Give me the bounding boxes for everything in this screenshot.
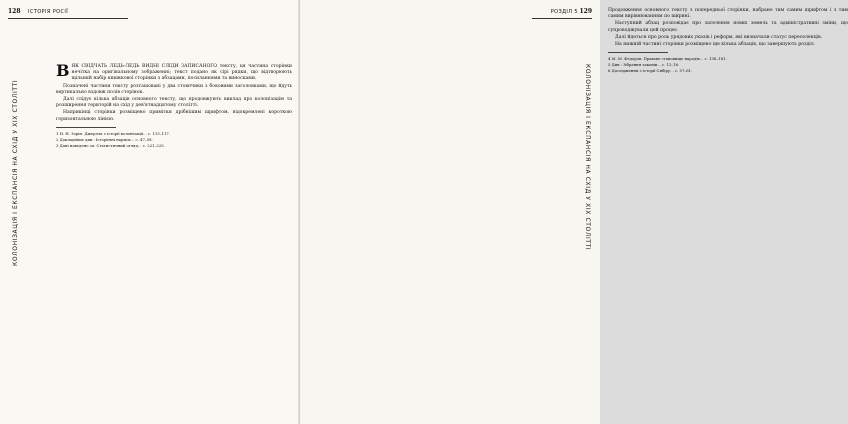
right-footnote-1: 4 М. М. Федоров. Правове становище народів... с. 136–181. bbox=[608, 56, 727, 62]
right-footnote-2: 5 Див.: Зібрання законів... с. 13–16. bbox=[608, 62, 680, 68]
drop-cap: В bbox=[56, 61, 70, 80]
left-footnote-3: 3 Дані наведено за: Статистичний огляд... с. 221–225. bbox=[56, 142, 165, 148]
left-paragraph-2: Позначені частини тексту розташовані у два стовпчики з боковими заголовками, що йдуть вертикально вздовж полів сторінок. bbox=[56, 83, 292, 95]
right-running-head: РОЗДІЛ 5 bbox=[550, 9, 578, 15]
right-paragraph-1: Продовження основного тексту з попередньої сторінки, набране тим самим шрифтом і з тим самим вирівнюванням по ширині. bbox=[608, 8, 848, 20]
left-footnote-1: 1 Н. Н. Зорін. Джерела з історії колонізації... с. 113–117. bbox=[56, 130, 171, 136]
left-paragraph-3: Далі слідує кілька абзаців основного тексту, що продовжують виклад про колонізацію та розширення територій на схід у дев'ятнадцятому столітті. bbox=[56, 97, 292, 109]
left-running-head: ІСТОРІЯ РОСІЇ bbox=[28, 9, 69, 15]
left-text-column bbox=[56, 61, 292, 149]
left-footnote-2: 2 Докладніше див.: Історичні нариси... с. 47–58. bbox=[56, 136, 153, 142]
right-side-title: КОЛОНІЗАЦІЯ І ЕКСПАНСІЯ НА СХІД У XIX СТОЛІТТІ bbox=[584, 64, 591, 251]
left-page-header bbox=[8, 8, 128, 19]
footnote-rule bbox=[56, 127, 116, 128]
right-paragraph-3: Далі йдеться про роль урядових указів і реформ, які визначали статус переселенців. bbox=[615, 34, 823, 40]
right-footnote-3: 6 Дослідження з історії Сибіру... с. 57–61. bbox=[608, 68, 693, 74]
left-paragraph-1: ВЯК СВІДЧАТЬ ЛЕДЬ-ЛЕДЬ ВИДНІ СЛІДИ ЗАПИСАНОГО тексту, ця частина сторінки нечітка на оригінальному зображенні; текст подано як сірі рядки, що відтворюють щільний набір книжкової сторінки з абзацами, посиланнями та виносками. bbox=[56, 61, 292, 82]
right-page-header bbox=[532, 8, 592, 19]
right-paragraph-2: Наступний абзац розповідає про заселення нових земель та адміністративні зміни, що супроводжували цей процес. bbox=[608, 21, 848, 33]
right-text-column bbox=[608, 8, 848, 74]
left-side-title: КОЛОНІЗАЦІЯ І ЕКСПАНСІЯ НА СХІД У XIX СТОЛІТТІ bbox=[12, 79, 19, 266]
footnote-rule bbox=[608, 52, 668, 53]
right-paragraph-4: На нижній частині сторінки розміщено ще кілька абзаців, що завершують розділ. bbox=[615, 42, 816, 48]
right-page bbox=[300, 0, 848, 424]
right-page-number: 129 bbox=[579, 8, 592, 15]
left-paragraph-4: Наприкінці сторінки розміщено примітки дрібнішим шрифтом, відокремлені короткою горизонтальною лінією. bbox=[56, 110, 292, 122]
left-page-number: 128 bbox=[8, 8, 21, 15]
left-page bbox=[0, 0, 300, 424]
